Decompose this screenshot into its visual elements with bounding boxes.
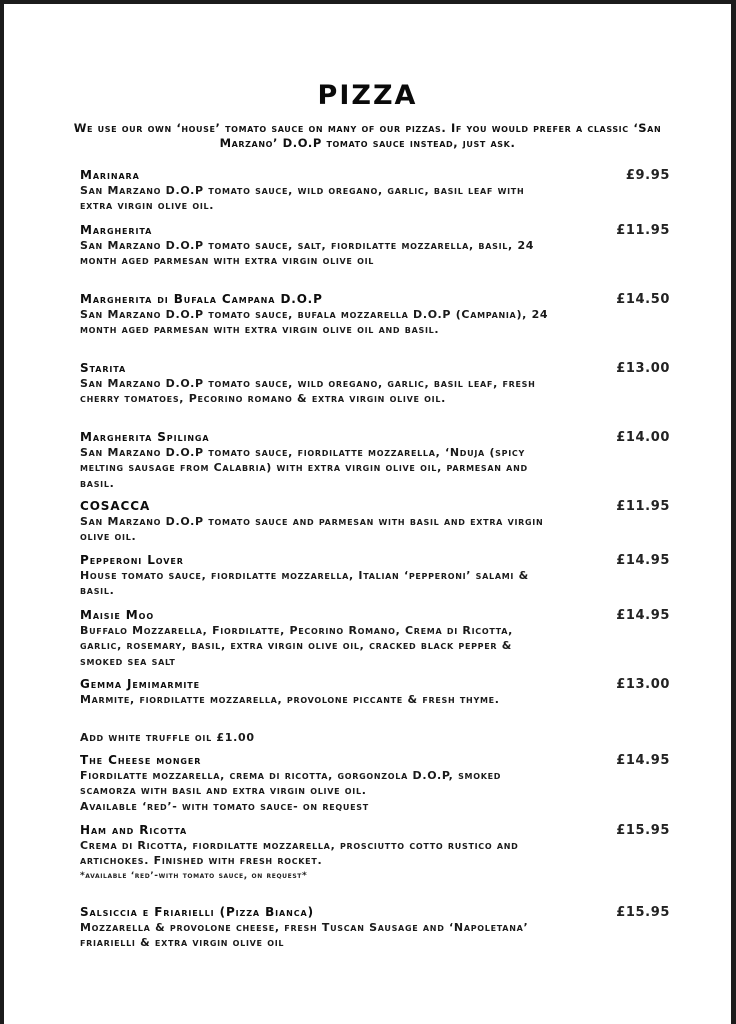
item-name: Ham and Ricotta bbox=[80, 823, 188, 837]
item-description: San Marzano D.O.P tomato sauce, fiordilatte mozzarella, ‘Nduja (spicy melting sausage from Calabria) with extra virgin olive oil, parmesan and basil. bbox=[80, 446, 528, 490]
item-price: £14.00 bbox=[616, 430, 670, 445]
item-price: £14.95 bbox=[616, 553, 670, 568]
menu-item-salsiccia-friarielli bbox=[80, 905, 670, 951]
item-description: San Marzano D.O.P tomato sauce and parmesan with basil and extra virgin olive oil. bbox=[80, 515, 544, 544]
item-name: Starita bbox=[80, 361, 127, 375]
menu-item-gemma-jemimarmite bbox=[80, 677, 670, 707]
item-price: £15.95 bbox=[616, 905, 670, 920]
item-description: Buffalo Mozzarella, Fiordilatte, Pecorino Romano, Crema di Ricotta, garlic, rosemary, basil, extra virgin olive oil, cracked black pepper & smoked sea salt bbox=[80, 624, 513, 668]
item-price: £11.95 bbox=[616, 499, 670, 514]
item-description: San Marzano D.O.P tomato sauce, salt, fiordilatte mozzarella, basil, 24 month aged parmesan with extra virgin olive oil bbox=[80, 239, 535, 268]
menu-item-ham-and-ricotta bbox=[80, 823, 670, 883]
item-description: Marmite, fiordilatte mozzarella, provolone piccante & fresh thyme. bbox=[80, 693, 500, 706]
menu-item-cosacca bbox=[80, 499, 670, 545]
item-name: Marinara bbox=[80, 168, 140, 182]
item-description: Fiordilatte mozzarella, crema di ricotta, gorgonzola D.O.P, smoked scamorza with basil and extra virgin olive oil. bbox=[80, 769, 502, 798]
item-name: Margherita di Bufala Campana D.O.P bbox=[80, 292, 323, 306]
item-name: Pepperoni Lover bbox=[80, 553, 184, 567]
item-availability-note: Available ‘red’- with tomato sauce- on request bbox=[80, 799, 369, 813]
page-title: PIZZA bbox=[317, 80, 418, 111]
item-description: San Marzano D.O.P tomato sauce, bufala mozzarella D.O.P (Campania), 24 month aged parmesan with extra virgin olive oil and basil. bbox=[80, 308, 549, 337]
truffle-oil-addon: Add white truffle oil £1.00 bbox=[80, 731, 255, 744]
item-price: £11.95 bbox=[616, 223, 670, 238]
item-name: Margherita Spilinga bbox=[80, 430, 210, 444]
menu-item-cheese-monger bbox=[80, 753, 670, 814]
item-price: £14.50 bbox=[616, 292, 670, 307]
item-price: £14.95 bbox=[616, 753, 670, 768]
item-description: Crema di Ricotta, fiordilatte mozzarella, prosciutto cotto rustico and artichokes. Finished with fresh rocket. bbox=[80, 839, 519, 868]
item-price: £13.00 bbox=[616, 677, 670, 692]
item-price: £15.95 bbox=[616, 823, 670, 838]
intro-text: We use our own ‘house’ tomato sauce on many of our pizzas. If you would prefer a classic ‘San Marzano’ D.O.P tomato sauce instead, just ask. bbox=[73, 121, 662, 150]
menu-item-marinara bbox=[80, 168, 670, 214]
item-name: Salsiccia e Friarielli (Pizza Bianca) bbox=[80, 905, 314, 919]
item-description: House tomato sauce, fiordilatte mozzarella, Italian ‘pepperoni’ salami & basil. bbox=[80, 569, 529, 598]
menu-item-margherita-spilinga bbox=[80, 430, 670, 491]
item-name: Maisie Moo bbox=[80, 608, 155, 622]
item-description: San Marzano D.O.P tomato sauce, wild oregano, garlic, basil leaf, fresh cherry tomatoes, Pecorino romano & extra virgin olive oil. bbox=[80, 377, 536, 406]
item-price: £9.95 bbox=[625, 168, 670, 183]
item-name: Margherita bbox=[80, 223, 153, 237]
menu-item-margherita-bufala bbox=[80, 292, 670, 338]
menu-item-pepperoni-lover bbox=[80, 553, 670, 599]
menu-item-margherita bbox=[80, 223, 670, 269]
item-description: San Marzano D.O.P tomato sauce, wild oregano, garlic, basil leaf with extra virgin olive oil. bbox=[80, 184, 525, 213]
item-name: Gemma Jemimarmite bbox=[80, 677, 200, 691]
menu-item-maisie-moo bbox=[80, 608, 670, 669]
menu-page bbox=[4, 4, 731, 1024]
item-availability-note: *available ‘red’-with tomato sauce, on request* bbox=[80, 870, 308, 881]
item-description: Mozzarella & provolone cheese, fresh Tuscan Sausage and ‘Napoletana’ friarielli & extra virgin olive oil bbox=[80, 921, 529, 950]
item-price: £14.95 bbox=[616, 608, 670, 623]
item-name: COSACCA bbox=[80, 499, 151, 513]
menu-item-starita bbox=[80, 361, 670, 407]
item-price: £13.00 bbox=[616, 361, 670, 376]
item-name: The Cheese monger bbox=[80, 753, 202, 767]
